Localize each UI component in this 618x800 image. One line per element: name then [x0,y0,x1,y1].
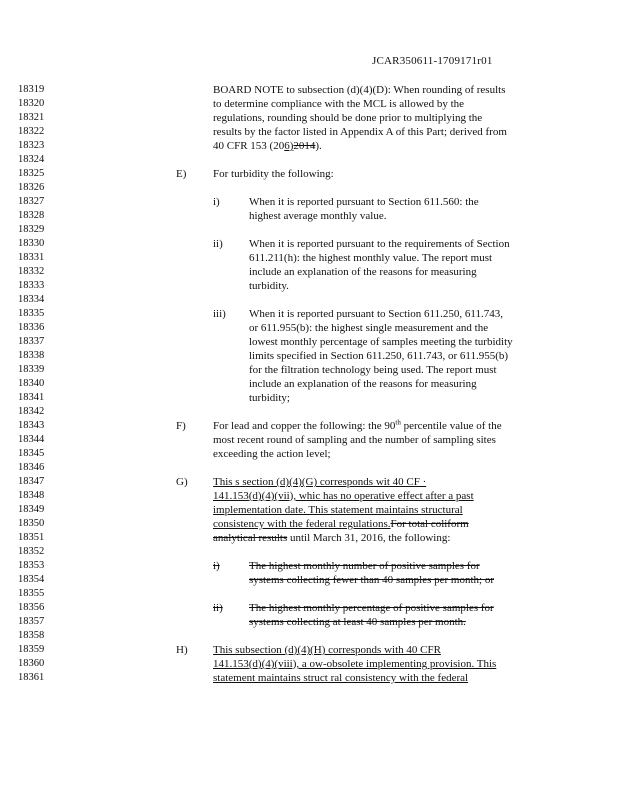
line-number: 18350 [18,518,45,529]
deleted-text: The highest monthly percentage of positive samples for [249,602,494,614]
sub-g-ii-line [249,601,494,615]
line-number: 18352 [18,546,45,557]
sub-iii-line: for the filtration technology being used. The report must [249,364,497,376]
line-number: 18339 [18,364,45,375]
line-number: 18340 [18,378,45,389]
item-f-line: most recent round of sampling and the number of sampling sites [213,434,496,446]
line-number: 18354 [18,574,45,585]
sub-iii-line: When it is reported pursuant to Section 611.250, 611.743, [249,308,503,320]
item-f-text: percentile value of the [400,420,502,432]
sub-ii-line: When it is reported pursuant to the requirements of Section [249,238,510,250]
sub-iii-line: lowest monthly percentage of samples meeting the turbidity [249,336,513,348]
line-number: 18344 [18,434,45,445]
item-g-line [213,489,474,503]
ordinal-suffix: th [395,418,401,427]
line-number: 18342 [18,406,45,417]
line-number: 18345 [18,448,45,459]
inserted-text: after a past [425,490,474,502]
line-number: 18321 [18,112,45,123]
line-number: 18343 [18,420,45,431]
line-number: 18333 [18,280,45,291]
board-note-line [213,139,322,153]
inserted-text: This subsection (d)(4)(H) corresponds with 40 CFR [213,644,441,656]
inserted-text: implementation date. This statement maintains structural [213,504,463,516]
sub-ii-label: ii) [213,238,223,250]
deleted-text: ii) [213,602,223,614]
line-number: 18336 [18,322,45,333]
sub-ii-line: include an explanation of the reasons for measuring [249,266,477,278]
line-number: 18346 [18,462,45,473]
citation-close: ). [315,140,322,152]
inserted-text: consistency with the federal regulations. [213,518,391,530]
sub-g-ii-line [249,615,466,629]
board-note-line: BOARD NOTE to subsection (d)(4)(D): When rounding of results [213,84,506,96]
line-number: 18359 [18,644,45,655]
sub-iii-line: turbidity; [249,392,290,404]
item-h-line [213,671,468,685]
line-number: 18320 [18,98,45,109]
inserted-text: statement maintains struct ral consistency with the federal [213,672,469,684]
deleted-text: The highest monthly number of positive samples for [249,560,480,572]
board-note-line: to determine compliance with the MCL is allowed by the [213,98,465,110]
item-h-line [213,657,496,671]
item-g-text: until March 31, 2016, the following: [287,532,451,544]
line-number: 18351 [18,532,45,543]
sub-iii-label: iii) [213,308,226,320]
line-number: 18338 [18,350,45,361]
sub-i-label: i) [213,196,220,208]
item-f-label: F) [176,420,186,432]
document-id-header: JCAR350611-1709171r01 [372,55,493,67]
inserted-text: 6) [284,140,294,152]
deleted-text: i) [213,560,220,572]
item-e-label: E) [176,168,187,180]
line-number: 18330 [18,238,45,249]
item-g-line [213,503,463,517]
line-number: 18361 [18,672,45,683]
sub-i-line: highest average monthly value. [249,210,387,222]
sub-g-i-label [213,559,220,573]
sub-iii-line: include an explanation of the reasons for measuring [249,378,477,390]
sub-ii-line: 611.211(h): the highest monthly value. The report must [249,252,493,264]
inserted-text: 141.153(d)(4)(vii), whic has no operative effect [213,490,426,502]
line-number: 18332 [18,266,45,277]
line-number: 18353 [18,560,45,571]
item-g-line [213,517,469,531]
deleted-text: analytical results [213,532,288,544]
line-number: 18325 [18,168,45,179]
line-number: 18319 [18,84,45,95]
line-number: 18357 [18,616,45,627]
line-number: 18347 [18,476,45,487]
line-number: 18323 [18,140,45,151]
line-number: 18326 [18,182,45,193]
sub-g-i-line [249,573,494,587]
item-g-line [213,531,450,545]
line-number: 18337 [18,336,45,347]
sub-i-line: When it is reported pursuant to Section 611.560: the [249,196,479,208]
line-number: 18358 [18,630,45,641]
line-number: 18356 [18,602,45,613]
line-number: 18334 [18,294,45,305]
item-h-label: H) [176,644,188,656]
line-number: 18324 [18,154,45,165]
item-f-text: For lead and copper the following: the 90 [213,420,396,432]
line-number: 18348 [18,490,45,501]
sub-iii-line: limits specified in Section 611.250, 611.743, or 611.955(b) [249,350,509,362]
item-g-line [213,475,426,489]
line-number: 18327 [18,196,45,207]
board-note-line: regulations, rounding should be done prior to multiplying the [213,112,483,124]
item-e-text: For turbidity the following: [213,168,334,180]
deleted-text: 2014 [293,140,316,152]
item-g-label: G) [176,476,188,488]
line-number: 18355 [18,588,45,599]
line-number: 18328 [18,210,45,221]
line-number: 18322 [18,126,45,137]
deleted-text: systems collecting fewer than 40 samples per month; or [249,574,494,586]
line-number: 18329 [18,224,45,235]
line-number: 18341 [18,392,45,403]
sub-ii-line: turbidity. [249,280,289,292]
line-number: 18349 [18,504,45,515]
line-number: 18331 [18,252,45,263]
sub-g-ii-label [213,601,223,615]
line-number: 18335 [18,308,45,319]
sub-iii-line: or 611.955(b): the highest single measurement and the [249,322,489,334]
inserted-text: 141.153(d)(4)(viii), a ow-obsolete implementing provision. This [213,658,497,670]
board-note-line: results by the factor listed in Appendix A of this Part; derived from [213,126,507,138]
line-number: 18360 [18,658,45,669]
deleted-text: systems collecting at least 40 samples per month. [249,616,466,628]
citation-text: 40 CFR 153 (20 [213,140,285,152]
item-f-line: exceeding the action level; [213,448,331,460]
deleted-text: For total coliform [390,518,469,530]
item-h-line [213,643,441,657]
sub-g-i-line [249,559,480,573]
item-f-line [213,419,502,433]
inserted-text: This s section (d)(4)(G) corresponds wit 40 CF · [213,476,427,488]
